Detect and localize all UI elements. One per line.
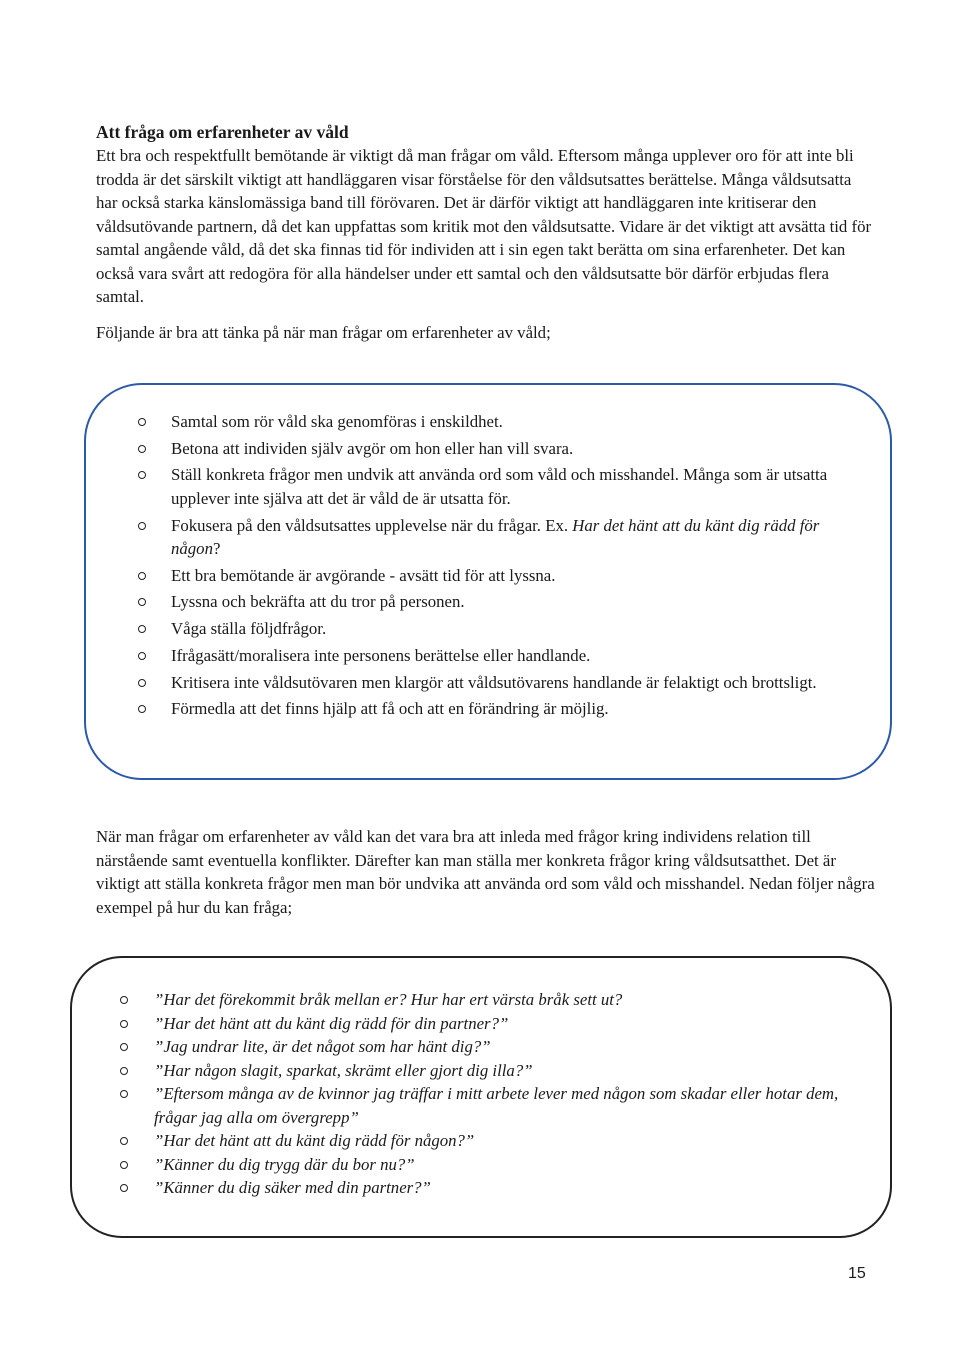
tip-text: Ifrågasätt/moralisera inte personens berättelse eller handlande. [171, 645, 591, 665]
tip-item [138, 697, 858, 721]
question-item [120, 1082, 860, 1129]
question-text: ”Känner du dig trygg där du bor nu?” [154, 1154, 415, 1174]
tip-example-question: Har det hänt att du känt dig rädd för någon [171, 515, 820, 559]
tip-text: Förmedla att det finns hjälp att få och att en förändring är möjlig. [171, 699, 609, 719]
bullet-icon [138, 652, 146, 660]
bullet-icon [138, 418, 146, 426]
question-item [120, 1035, 860, 1059]
question-text: ”Har det hänt att du känt dig rädd för någon?” [154, 1131, 475, 1150]
question-text: ”Har det hänt att du känt dig rädd för din partner?” [154, 1013, 509, 1033]
tip-item [138, 514, 858, 561]
tip-item [138, 671, 858, 695]
tip-example-end: ? [212, 539, 221, 559]
tip-text: Ställ konkreta frågor men undvik att använda ord som våld och misshandel. Många som är utsatta upplever inte själva att det är våld de är utsatta för. [171, 465, 828, 508]
tip-text: Samtal som rör våld ska genomföras i enskildhet. [171, 412, 503, 431]
question-text: ”Jag undrar lite, är det något som har hänt dig?” [154, 1037, 491, 1056]
question-item [120, 1012, 860, 1036]
tip-item [138, 590, 858, 614]
bullet-icon [120, 1043, 128, 1051]
tip-item [138, 564, 858, 588]
bullet-icon [120, 1020, 128, 1028]
tip-item [138, 617, 858, 641]
bullet-icon [138, 598, 146, 606]
bullet-icon [138, 705, 146, 713]
tip-text: Lyssna och bekräfta att du tror på personen. [171, 592, 465, 612]
bullet-icon [138, 522, 146, 530]
tip-item [138, 437, 858, 461]
bullet-icon [138, 471, 146, 479]
questions-list [120, 988, 860, 1200]
bullet-icon [120, 1137, 128, 1145]
tips-list [138, 410, 858, 724]
tip-text: Ett bra bemötande är avgörande - avsätt tid för att lyssna. [171, 565, 556, 585]
question-text: ”Känner du dig säker med din partner?” [154, 1178, 431, 1197]
question-text: ”Eftersom många av de kvinnor jag träffar i mitt arbete lever med någon som skadar eller hotar dem, frågar jag alla om övergrepp” [154, 1084, 839, 1127]
question-item [120, 1059, 860, 1083]
question-text: ”Har någon slagit, sparkat, skrämt eller gjort dig illa?” [154, 1060, 533, 1080]
tip-text: Kritisera inte våldsutövaren men klargör att våldsutövarens handlande är felaktigt och brottsligt. [171, 672, 817, 692]
bullet-icon [120, 1067, 128, 1075]
questions-intro-paragraph: När man frågar om erfarenheter av våld kan det vara bra att inleda med frågor kring individens relation till närstående samt eventuella konflikter. Därefter kan man ställa mer konkreta frågor kring våldsutsatthet. Det är viktigt att ställa konkreta frågor men man bör undvika att använda ord som våld och misshandel. Nedan följer några exempel på hur du kan fråga; [96, 827, 875, 917]
tip-item [138, 410, 858, 434]
question-text: ”Har det förekommit bråk mellan er? Hur har ert värsta bråk sett ut? [154, 990, 623, 1009]
page-number: 15 [848, 1265, 866, 1282]
tip-text: Våga ställa följdfrågor. [171, 619, 327, 639]
tip-item [138, 463, 858, 510]
bullet-icon [138, 679, 146, 687]
bullet-icon [120, 1090, 128, 1098]
question-item [120, 1153, 860, 1177]
bullet-icon [138, 572, 146, 580]
question-item [120, 988, 860, 1012]
question-item [120, 1176, 860, 1200]
question-item [120, 1129, 860, 1153]
bullet-icon [120, 1184, 128, 1192]
bullet-icon [138, 445, 146, 453]
tip-item [138, 644, 858, 668]
intro-paragraph: Ett bra och respektfullt bemötande är viktigt då man frågar om våld. Eftersom många upplever oro för att inte bli trodda är det särskilt viktigt att handläggaren visar förståelse för den våldsutsattes berättelse. Många våldsutsatta har också starka känslomässiga band till förövaren. Det är därför viktigt att handläggaren inte kritiserar den våldsutövande partnern, då det kan uppfattas som kritik mot den våldsutsatte. Vidare är det viktigt att avsätta tid för samtal angående våld, då det ska finnas tid för individen att i sin egen takt berätta om sina erfarenheter. Det kan också vara svårt att redogöra för alla händelser under ett samtal och den våldsutsatte bör därför erbjudas flera samtal. [96, 146, 872, 306]
bullet-icon [120, 1161, 128, 1169]
section-title: Att fråga om erfarenheter av våld [96, 122, 349, 142]
tip-text: Fokusera på den våldsutsattes upplevelse när du frågar. Ex. [171, 515, 573, 535]
tip-text: Betona att individen själv avgör om hon eller han vill svara. [171, 438, 574, 458]
lead-sentence: Följande är bra att tänka på när man frågar om erfarenheter av våld; [96, 323, 551, 342]
bullet-icon [138, 625, 146, 633]
bullet-icon [120, 996, 128, 1004]
